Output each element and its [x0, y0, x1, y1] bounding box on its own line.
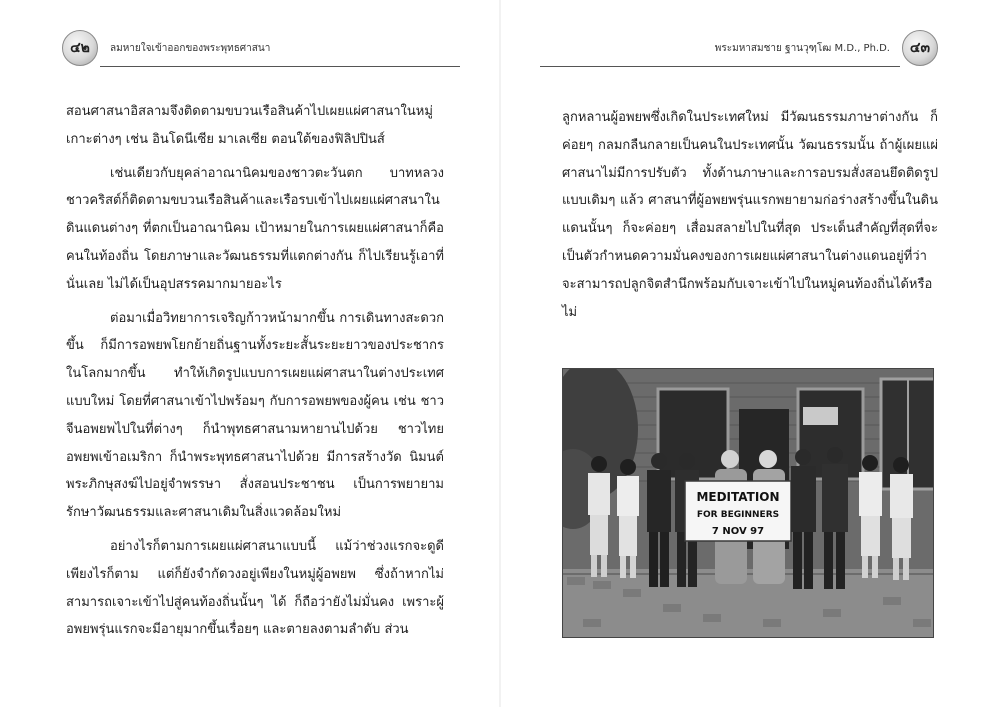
right-page-header — [540, 28, 938, 68]
group-photo — [562, 368, 934, 638]
right-paragraph-1: ลูกหลานผู้อพยพซึ่งเกิดในประเทศใหม่ มีวัฒนธรรมภาษาต่างกัน ก็ค่อยๆ กลมกลืนกลายเป็นคนในประเทศนั้น วัฒนธรรมนั้น ถ้าผู้เผยแผ่ศาสนาไม่มีการปรับตัว ทั้งด้านภาษาและการอบรมสั่งสอนยึดติดรูปแบบเดิมๆ แล้ว ศาสนาที่ผู้อพยพรุ่นแรกพยายามก่อร่างสร้างขึ้นในดินแดนนั้นๆ ก็จะค่อยๆ เสื่อมสลายไปในที่สุด ประเด็นสำคัญที่สุดที่จะเป็นตัวกำหนดความมั่นคงของการเผยแผ่ศาสนาในต่างแดนอยู่ที่ว่า จะสามารถปลูกจิตสำนึกพร้อมกับเจาะเข้าไปในหมู่คนท้องถิ่นได้หรือไม่ — [562, 110, 938, 320]
left-running-head: ลมหายใจเข้าออกของพระพุทธศาสนา — [110, 43, 271, 54]
right-page-number: ๔๓ — [902, 30, 938, 66]
left-paragraph-2: เช่นเดียวกับยุคล่าอาณานิคมของชาวตะวันตก บาทหลวงชาวคริสต์ก็ติดตามขบวนเรือสินค้าและเรือรบเข้าไปเผยแผ่ศาสนาในดินแดนต่างๆ ที่ตกเป็นอาณานิคม เป้าหมายในการเผยแผ่ศาสนาก็คือคนในท้องถิ่น โดยภาษาและวัฒนธรรมที่แตกต่างกัน ก็ไปเรียนรู้เอาที่นั่นเลย ไม่ได้เป็นอุปสรรคมากมายอะไร — [66, 165, 444, 292]
left-paragraph-3: ต่อมาเมื่อวิทยาการเจริญก้าวหน้ามากขึ้น การเดินทางสะดวกขึ้น ก็มีการอพยพโยกย้ายถิ่นฐานทั้งระยะสั้นระยะยาวของประชากรในโลกมากขึ้น ทำให้เกิดรูปแบบการเผยแผ่ศาสนาในต่างประเทศแบบใหม่ โดยที่ศาสนาเข้าไปพร้อมๆ กับการอพยพของผู้คน เช่น ชาวจีนอพยพไปในที่ต่างๆ ก็นำพุทธศาสนามหายานไปด้วย ชาวไทยอพยพเข้าอเมริกา ก็นำพระพุทธศาสนาไปด้วย มีการสร้างวัด นิมนต์พระภิกษุสงฆ์ไปอยู่จำพรรษา สั่งสอนประชาชน เป็นการพยายามรักษาวัฒนธรรมและศาสนาเดิมในสิ่งแวดล้อมใหม่ — [66, 310, 444, 521]
left-header-rule — [100, 66, 460, 67]
right-running-head: พระมหาสมชาย ฐานวุฑฺโฒ M.D., Ph.D. — [714, 43, 890, 54]
right-body-text — [562, 104, 938, 332]
sign-line-2: FOR BEGINNERS — [696, 510, 780, 520]
left-page-header — [62, 28, 460, 68]
right-page — [500, 0, 1000, 707]
left-paragraph-1: สอนศาสนาอิสลามจึงติดตามขบวนเรือสินค้าไปเผยแผ่ศาสนาในหมู่เกาะต่างๆ เช่น อินโดนีเซีย มาเลเซีย ตอนใต้ของฟิลิปปินส์ — [66, 104, 433, 147]
left-page-number: ๔๒ — [62, 30, 98, 66]
sign-line-3: 7 NOV 97 — [711, 526, 765, 537]
left-paragraph-4: อย่างไรก็ตามการเผยแผ่ศาสนาแบบนี้ แม้ว่าช่วงแรกจะดูดีเพียงไรก็ตาม แต่ก็ยังจำกัดวงอยู่เพียงในหมู่ผู้อพยพ ซึ่งถ้าหากไม่สามารถเจาะเข้าไปสู่คนท้องถิ่นนั้นๆ ได้ ก็ถือว่ายังไม่มั่นคง เพราะผู้อพยพรุ่นแรกจะมีอายุมากขึ้นเรื่อยๆ และตายลงตามลำดับ ส่วน — [66, 538, 444, 638]
left-body-text — [66, 98, 444, 650]
group-photo-illustration — [563, 369, 934, 638]
right-header-rule — [540, 66, 900, 67]
sign-line-1: MEDITATION — [696, 490, 780, 504]
